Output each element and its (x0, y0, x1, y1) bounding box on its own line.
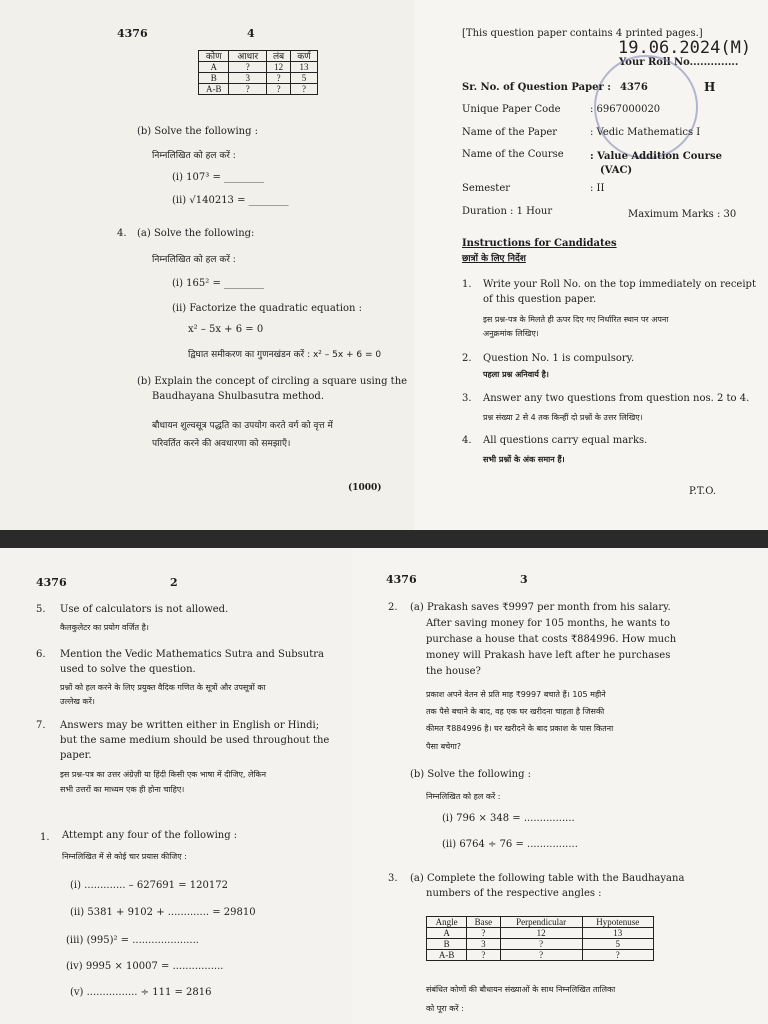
instructions-title-hindi: छात्रों के लिए निर्देश (462, 254, 526, 264)
question-2a-line-4: money will Prakash have left after he purchases (426, 650, 671, 661)
question-1-iv: (iv) 9995 × 10007 = ................ (66, 961, 224, 972)
question-3a-hindi-1: संबंधित कोणों की बौधायन संख्याओं के साथ निम्नलिखित तालिका (426, 985, 616, 994)
question-2a-line-1: (a) Prakash saves ₹9997 per month from his salary. (410, 602, 671, 613)
instruction-1-hindi-2: अनुक्रमांक लिखिए। (483, 329, 539, 338)
question-3a-hindi-2: को पूरा करें : (426, 1004, 464, 1013)
instructions-title: Instructions for Candidates (462, 238, 617, 249)
question-2a-hindi-2: तक पैसे बचाने के बाद, वह एक घर खरीदना चाहता है जिसकी (426, 707, 605, 716)
instruction-1-hindi-1: इस प्रश्न-पत्र के मिलते ही ऊपर दिए गए निर्धारित स्थान पर अपना (483, 315, 669, 324)
instruction-7-number: 7. (36, 720, 46, 731)
baudhayana-table-hindi: कोण आधार लंब कर्ण A ? 12 13 B 3 ? 5 A-B ? ? ? (198, 50, 318, 95)
course-name-value-2: (VAC) (600, 165, 633, 176)
question-1: Attempt any four of the following : (62, 830, 238, 841)
question-2b: (b) Solve the following : (410, 769, 532, 780)
page-2 (0, 548, 352, 1024)
question-4a-i: (i) 165² = ________ (172, 278, 265, 289)
question-1-number: 1. (40, 832, 50, 843)
instruction-7-line-3: paper. (60, 750, 92, 761)
instruction-2-hindi: पहला प्रश्न अनिवार्य है। (483, 370, 549, 379)
page-4 (0, 0, 414, 530)
paper-code: 4376 (386, 573, 417, 586)
page-number: 3 (520, 573, 528, 586)
page-count-note: [This question paper contains 4 printed pages.] (462, 28, 703, 39)
duration: Duration : 1 Hour (462, 206, 553, 217)
question-3b-i: (i) 107³ = ________ (172, 172, 265, 183)
question-2a-hindi-4: पैसा बचेगा? (426, 742, 462, 751)
instruction-6-hindi-1: प्रश्नों को हल करने के लिए प्रयुक्त वैदिक गणित के सूत्रों और उपसूत्रों का (60, 683, 266, 692)
instruction-7-hindi-1: इस प्रश्न-पत्र का उत्तर अंग्रेज़ी या हिंदी किसी एक भाषा में दीजिए, लेकिन (60, 770, 267, 779)
question-2a-hindi-3: कीमत ₹884996 है। घर खरीदने के बाद प्रकाश के पास कितना (426, 724, 614, 733)
quadratic-equation: x² – 5x + 6 = 0 (188, 324, 264, 335)
question-2-number: 2. (388, 602, 398, 613)
instruction-1-line-2: of this question paper. (483, 294, 597, 305)
instruction-6-line-1: Mention the Vedic Mathematics Sutra and Subsutra (60, 649, 324, 660)
maximum-marks: Maximum Marks : 30 (628, 209, 737, 220)
instruction-6-number: 6. (36, 649, 46, 660)
instruction-7-line-1: Answers may be written either in English or Hindi; (60, 720, 320, 731)
question-4b-line-1: (b) Explain the concept of circling a square using the (137, 376, 408, 387)
question-4-number: 4. (117, 228, 127, 239)
page-3 (352, 548, 768, 1024)
question-1-v: (v) ................ ÷ 111 = 2816 (70, 987, 212, 998)
question-3b-ii: (ii) √140213 = ________ (172, 195, 289, 206)
paper-name-label: Name of the Paper (462, 127, 558, 138)
question-4a-hindi-2: द्विघात समीकरण का गुणनखंडन करें : x² – 5x + 6 = 0 (188, 350, 382, 360)
baudhayana-table: Angle Base Perpendicular Hypotenuse A ? 12 13 B 3 ? 5 A-B ? ? ? (426, 916, 654, 961)
paper-name-value: : Vedic Mathematics I (590, 127, 701, 138)
course-name-value: : Value Addition Course (590, 151, 722, 162)
sr-no-label: Sr. No. of Question Paper : (462, 82, 611, 93)
unique-paper-code-label: Unique Paper Code (462, 104, 561, 115)
instruction-3: Answer any two questions from question nos. 2 to 4. (483, 393, 750, 404)
instruction-4: All questions carry equal marks. (483, 435, 648, 446)
instruction-1-line-1: Write your Roll No. on the top immediately on receipt (483, 279, 756, 290)
page-number: 4 (247, 27, 255, 40)
instruction-1-number: 1. (462, 279, 472, 290)
question-3b-hindi: निम्नलिखित को हल करें : (152, 151, 236, 161)
instruction-6-hindi-2: उल्लेख करें। (60, 697, 95, 706)
unique-paper-code-value: : 6967000020 (590, 104, 661, 115)
question-1-i: (i) ............. – 627691 = 120172 (70, 880, 228, 891)
handwritten-date: 19.06.2024(M) (618, 38, 752, 58)
instruction-3-hindi: प्रश्न संख्या 2 से 4 तक किन्हीं दो प्रश्नों के उत्तर लिखिए। (483, 413, 643, 422)
semester-value: : II (590, 183, 605, 194)
question-2a-line-5: the house? (426, 666, 481, 677)
instruction-7-hindi-2: सभी उत्तरों का माध्यम एक ही होना चाहिए। (60, 785, 185, 794)
roll-number-field[interactable]: Your Roll No.............. (619, 57, 739, 68)
page-1 (414, 0, 768, 530)
instruction-5-hindi: कैलकुलेटर का प्रयोग वर्जित है। (60, 623, 149, 632)
question-1-ii: (ii) 5381 + 9102 + ............. = 29810 (70, 907, 256, 918)
question-2a-line-2: After saving money for 105 months, he wants to (426, 618, 670, 629)
question-2a-line-3: purchase a house that costs ₹884996. How much (426, 634, 677, 645)
sr-no-value: 4376 (620, 82, 648, 93)
question-4a-hindi: निम्नलिखित को हल करें : (152, 255, 236, 265)
page-number: 2 (170, 576, 178, 589)
question-4b-line-2: Baudhayana Shulbasutra method. (152, 391, 325, 402)
question-2a-hindi-1: प्रकाश अपने वेतन से प्रति माह ₹9997 बचाते हैं। 105 महीने (426, 690, 606, 699)
question-3b-title: (b) Solve the following : (137, 126, 259, 137)
instruction-6-line-2: used to solve the question. (60, 664, 196, 675)
instruction-5: Use of calculators is not allowed. (60, 604, 229, 615)
question-2b-hindi: निम्नलिखित को हल करें : (426, 792, 501, 801)
question-3a-line-2: numbers of the respective angles : (426, 888, 602, 899)
course-name-label: Name of the Course (462, 149, 564, 160)
instruction-4-hindi: सभी प्रश्नों के अंक समान हैं। (483, 455, 565, 464)
instruction-5-number: 5. (36, 604, 46, 615)
question-4b-hindi-2: परिवर्तित करने की अवधारणा को समझाएँ। (152, 439, 291, 449)
question-2b-i: (i) 796 × 348 = ................ (442, 813, 575, 824)
print-count: (1000) (348, 483, 382, 493)
please-turn-over: P.T.O. (689, 486, 717, 497)
paper-code: 4376 (36, 576, 67, 589)
instruction-4-number: 4. (462, 435, 472, 446)
question-4a-ii: (ii) Factorize the quadratic equation : (172, 303, 363, 314)
instruction-2: Question No. 1 is compulsory. (483, 353, 635, 364)
question-4a: (a) Solve the following: (137, 228, 255, 239)
question-1-iii: (iii) (995)² = ..................... (66, 935, 199, 946)
instruction-2-number: 2. (462, 353, 472, 364)
paper-code: 4376 (117, 27, 148, 40)
question-2b-ii: (ii) 6764 ÷ 76 = ................ (442, 839, 578, 850)
question-1-hindi: निम्नलिखित में से कोई चार प्रयास कीजिए : (62, 852, 187, 861)
semester-label: Semester (462, 183, 511, 194)
instruction-3-number: 3. (462, 393, 472, 404)
question-3a-line-1: (a) Complete the following table with the Baudhayana (410, 873, 685, 884)
question-3-number: 3. (388, 873, 398, 884)
instruction-7-line-2: but the same medium should be used throughout the (60, 735, 330, 746)
hindi-medium-mark: H (704, 80, 716, 94)
question-4b-hindi-1: बौधायन शुल्वसूत्र पद्धति का उपयोग करते वर्ग को वृत्त में (152, 421, 333, 431)
